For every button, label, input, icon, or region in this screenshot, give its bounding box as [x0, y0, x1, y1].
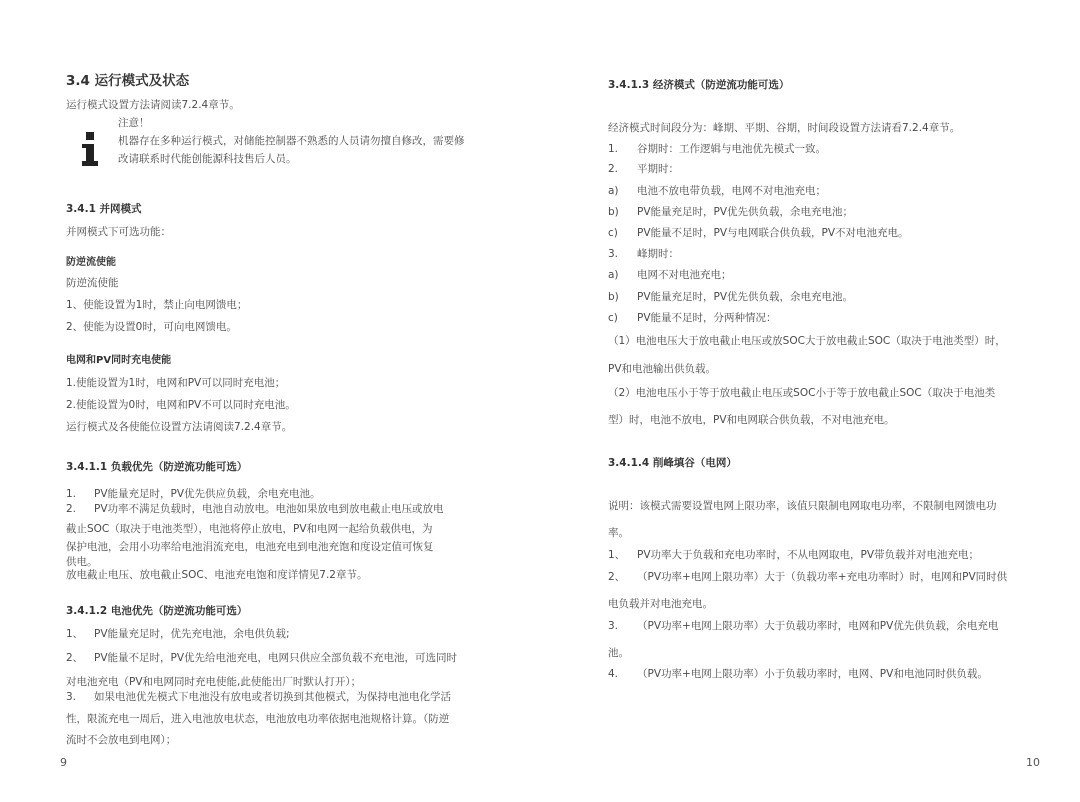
list-letter: b) [608, 291, 619, 303]
anti-backflow-sub: 防逆流使能 [66, 277, 119, 289]
grid-pv-item-1: 1.使能设置为1时，电网和PV可以同时充电池； [66, 377, 286, 389]
economy-intro: 经济模式时间段分为：峰期、平期、谷期，时间段设置方法请看7.2.4章节。 [608, 122, 961, 134]
list-letter: c) [608, 312, 618, 324]
economy-flat-c: PV能量不足时，PV与电网联合供负载，PV不对电池充电。 [637, 227, 909, 239]
economy-peak-a: 电网不对电池充电； [637, 269, 732, 281]
anti-backflow-item-2: 2、使能为设置0时，可向电网馈电。 [66, 321, 237, 333]
grid-mode-intro: 并网模式下可选功能： [66, 226, 171, 238]
page-number-left: 9 [60, 756, 67, 769]
economy-item-flat: 平期时： [637, 163, 679, 175]
info-icon [80, 130, 100, 168]
battery-priority-item-2-cont: 对电池充电（PV和电网同时充电使能,此使能出厂时默认打开）； [66, 676, 362, 688]
load-priority-item-2-cont: 保护电池，会用小功率给电池涓流充电，电池充电到电池充饱和度设定值可恢复 [66, 541, 434, 553]
economy-case-1-cont: PV和电池输出供负载。 [608, 363, 717, 375]
peak-shaving-item-3-cont: 池。 [608, 647, 629, 659]
note-label: 注意！ [118, 117, 150, 129]
list-number: 3. [608, 620, 619, 632]
list-number: 1、 [66, 628, 84, 640]
note-line-1: 机器存在多种运行模式，对储能控制器不熟悉的人员请勿擅自修改，需要修 [118, 135, 465, 147]
list-number: 3. [608, 248, 619, 260]
page-number-right: 10 [1026, 756, 1040, 769]
anti-backflow-item-1: 1、使能设置为1时，禁止向电网馈电； [66, 299, 248, 311]
list-letter: a) [608, 185, 619, 197]
load-priority-item-2: PV功率不满足负载时，电池自动放电。电池如果放电到放电截止电压或放电 [94, 503, 444, 515]
economy-flat-b: PV能量充足时，PV优先供负载，余电充电池； [637, 206, 854, 218]
economy-item-peak: 峰期时： [637, 248, 679, 260]
peak-shaving-item-1: PV功率大于负载和充电功率时，不从电网取电，PV带负载并对电池充电； [637, 549, 980, 561]
list-number: 4. [608, 668, 619, 680]
list-letter: b) [608, 206, 619, 218]
intro-text: 运行模式设置方法请阅读7.2.4章节。 [66, 99, 240, 111]
list-number: 2、 [608, 571, 626, 583]
note-line-2: 改请联系时代能创能源科技售后人员。 [118, 153, 297, 165]
battery-priority-item-3: 如果电池优先模式下电池没有放电或者切换到其他模式，为保持电池电化学活 [94, 691, 451, 703]
section-title-3-4-1: 3.4.1 并网模式 [66, 203, 142, 215]
load-priority-item-2-cont: 供电。 [66, 556, 98, 568]
load-priority-item-2-cont: 截止SOC（取决于电池类型），电池将停止放电，PV和电网一起给负载供电，为 [66, 523, 433, 535]
section-title-3-4-1-4: 3.4.1.4 削峰填谷（电网） [608, 457, 737, 469]
list-letter: a) [608, 269, 619, 281]
battery-priority-item-2: PV能量不足时，PV优先给电池充电，电网只供应全部负载不充电池，可选同时 [94, 652, 458, 664]
peak-shaving-desc-cont: 率。 [608, 527, 629, 539]
economy-case-2: （2）电池电压小于等于放电截止电压或SOC小于等于放电截止SOC（取决于电池类 [608, 387, 996, 399]
economy-peak-b: PV能量充足时，PV优先供负载，余电充电池。 [637, 291, 854, 303]
list-letter: c) [608, 227, 618, 239]
list-number: 1. [66, 488, 77, 500]
peak-shaving-item-2: （PV功率+电网上限功率）大于（负载功率+充电功率时）时，电网和PV同时供 [637, 571, 1008, 583]
section-title-3-4: 3.4 运行模式及状态 [66, 73, 190, 89]
peak-shaving-item-2-cont: 电负载并对电池充电。 [608, 598, 713, 610]
economy-peak-c: PV能量不足时，分两种情况： [637, 312, 777, 324]
load-priority-item-1: PV能量充足时，PV优先供应负载，余电充电池。 [94, 488, 321, 500]
economy-flat-a: 电池不放电带负载，电网不对电池充电； [637, 185, 826, 197]
anti-backflow-title: 防逆流使能 [66, 257, 116, 268]
economy-item-valley: 谷期时：工作逻辑与电池优先模式一致。 [637, 143, 826, 155]
peak-shaving-item-4: （PV功率+电网上限功率）小于负载功率时，电网、PV和电池同时供负载。 [637, 668, 988, 680]
grid-pv-item-2: 2.使能设置为0时，电网和PV不可以同时充电池。 [66, 399, 296, 411]
section-title-3-4-1-1: 3.4.1.1 负载优先（防逆流功能可选） [66, 461, 248, 473]
peak-shaving-item-3: （PV功率+电网上限功率）大于负载功率时，电网和PV优先供负载，余电充电 [637, 620, 999, 632]
economy-case-1: （1）电池电压大于放电截止电压或放SOC大于放电截止SOC（取决于电池类型）时， [608, 335, 1006, 347]
list-number: 1、 [608, 549, 626, 561]
section-title-3-4-1-2: 3.4.1.2 电池优先（防逆流功能可选） [66, 605, 248, 617]
battery-priority-item-3-cont: 性，限流充电一周后，进入电池放电状态，电池放电功率依据电池规格计算。（防逆 [66, 713, 450, 725]
battery-priority-item-3-cont: 流时不会放电到电网）； [66, 734, 177, 746]
battery-priority-item-1: PV能量充足时，优先充电池，余电供负载; [94, 628, 290, 640]
economy-case-2-cont: 型）时，电池不放电，PV和电网联合供负载，不对电池充电。 [608, 414, 895, 426]
list-number: 3. [66, 691, 77, 703]
list-number: 1. [608, 143, 619, 155]
list-number: 2. [66, 503, 77, 515]
peak-shaving-desc: 说明：该模式需要设置电网上限功率，该值只限制电网取电功率，不限制电网馈电功 [608, 500, 997, 512]
load-priority-note: 放电截止电压、放电截止SOC、电池充电饱和度详情见7.2章节。 [66, 569, 368, 581]
list-number: 2、 [66, 652, 84, 664]
grid-pv-charge-title: 电网和PV同时充电使能 [66, 355, 172, 366]
list-number: 2. [608, 163, 619, 175]
section-title-3-4-1-3: 3.4.1.3 经济模式（防逆流功能可选） [608, 79, 790, 91]
grid-pv-note: 运行模式及各使能位设置方法请阅读7.2.4章节。 [66, 421, 293, 433]
